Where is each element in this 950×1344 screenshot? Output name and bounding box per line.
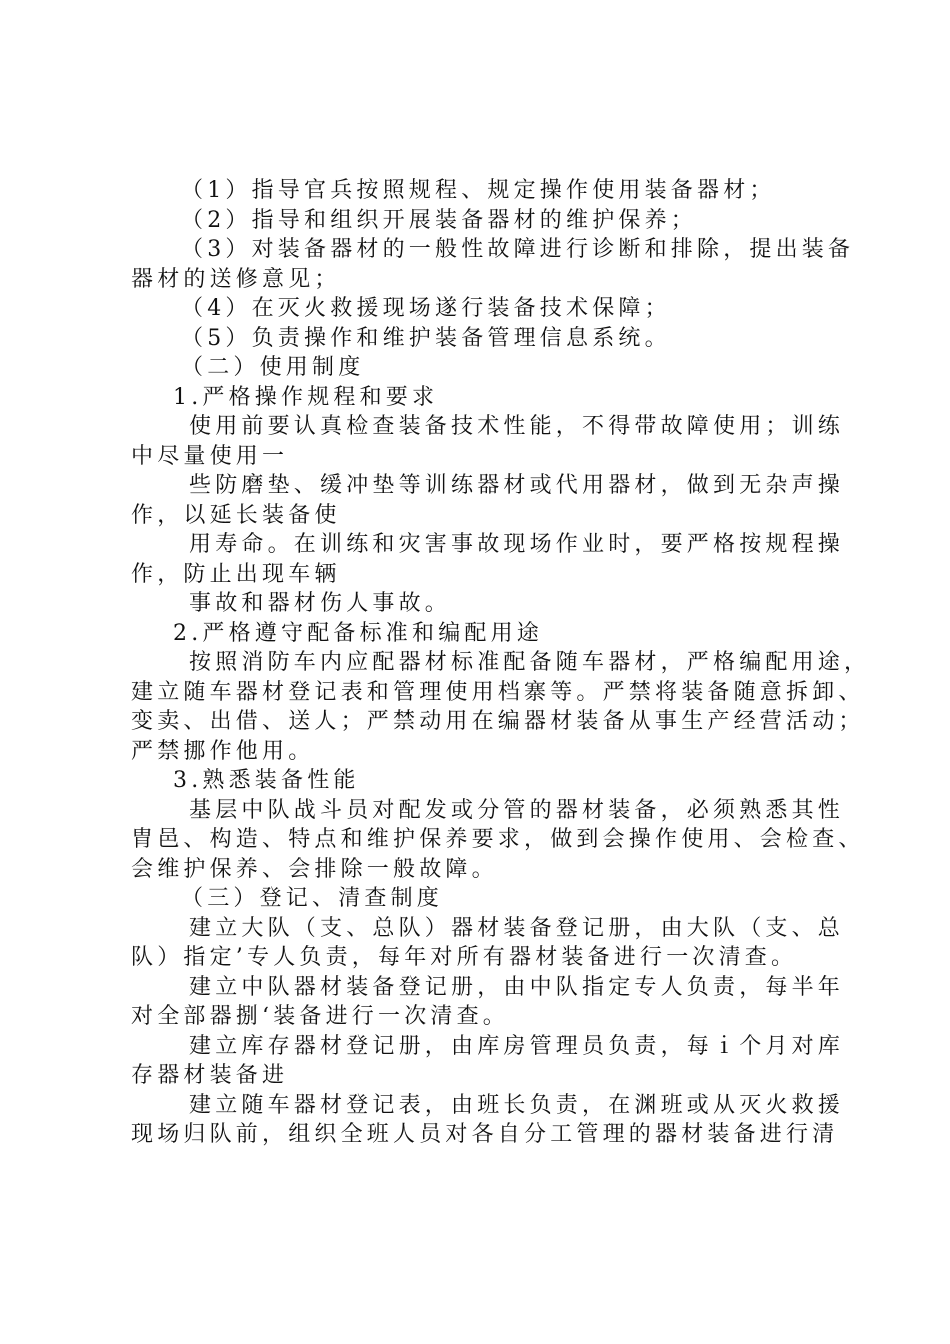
text-line: （4）在灭火救援现场遂行装备技术保障； — [181, 296, 671, 321]
subsection-heading: 1.严格操作规程和要求 — [173, 384, 439, 410]
text-line: 建立随车器材登记表和管理使用档寨等。严禁将装备随意拆卸、 — [131, 679, 865, 705]
text-line: （3）对装备器材的一般性故障进行诊断和排除，提出装备 — [181, 237, 855, 262]
text-line: 作，以延长装备使 — [131, 502, 341, 528]
text-line: 建立随车器材登记表，由班长负责，在渊班或从灭火救援 — [189, 1092, 845, 1118]
document-body — [131, 176, 871, 1150]
text-line: 建立中队器材装备登记册，由中队指定专人负责，每半年 — [189, 974, 845, 1000]
text-line: 用寿命。在训练和灾害事故现场作业时，要严格按规程操 — [189, 532, 845, 557]
text-line: 队）指定’专人负责，每年对所有器材装备进行一次清查。 — [131, 945, 798, 970]
text-line: 基层中队战斗员对配发或分管的器材装备，必须熟悉其性 — [189, 797, 845, 823]
text-line: 建立大队（支、总队）器材装备登记册，由大队（支、总 — [189, 915, 845, 941]
text-line: 建立库存器材登记册，由库房管理员负责，每ｉ个月对库 — [189, 1033, 845, 1059]
text-line: 中尽量使用一 — [131, 443, 289, 469]
subsection-heading: 2.严格遵守配备标准和编配用途 — [173, 620, 543, 646]
text-line: 会维护保养、会排除一般故障。 — [131, 856, 498, 882]
text-line: （5）负责操作和维护装备管理信息系统。 — [181, 325, 671, 351]
section-heading: （二）使用制度 — [181, 355, 365, 380]
text-line: 严禁挪作他用。 — [131, 738, 315, 764]
text-line: 对全部器捌‘装备进行一次清查。 — [131, 1004, 509, 1029]
text-line: 按照消防车内应配器材标准配备随车器材，严格编配用途， — [189, 650, 871, 675]
text-line: 现场归队前，组织全班人员对各自分工管理的器材装备进行清 — [131, 1122, 839, 1147]
text-line: 器材的送修意见； — [131, 266, 341, 292]
text-line: 使用前要认真检查装备技术性能，不得带故障使用；训练 — [189, 414, 845, 439]
text-line: 胄邑、构造、特点和维护保养要求，做到会操作使用、会检查、 — [131, 827, 865, 852]
text-line: （1）指导官兵按照规程、规定操作使用装备器材； — [181, 178, 776, 203]
text-line: （2）指导和组织开展装备器材的维护保养； — [181, 207, 697, 233]
text-line: 作，防止出现车辆 — [131, 561, 341, 587]
subsection-heading: 3.熟悉装备性能 — [173, 768, 360, 793]
text-line: 变卖、出借、送人；严禁动用在编器材装备从事生产经营活动； — [131, 709, 865, 734]
text-line: 存器材装备进 — [131, 1063, 289, 1088]
text-line: 事故和器材伤人事故。 — [189, 591, 452, 616]
text-line: 些防磨垫、缓冲垫等训练器材或代用器材，做到无杂声操 — [189, 473, 845, 498]
section-heading: （三）登记、清查制度 — [181, 886, 444, 911]
